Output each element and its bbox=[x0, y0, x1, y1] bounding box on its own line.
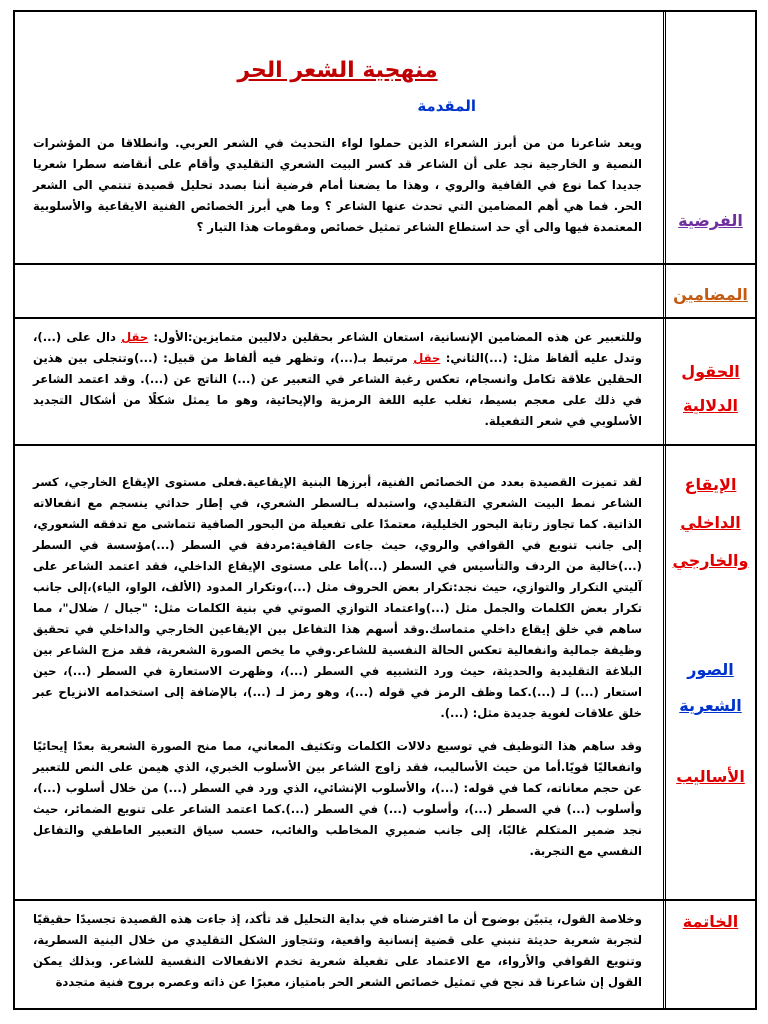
rhythm-label-line1: الإيقاع bbox=[684, 475, 737, 494]
image-label-line2: الشعرية bbox=[679, 696, 742, 715]
intro-side-cell bbox=[663, 12, 755, 263]
styles-label: الأساليب bbox=[676, 767, 745, 786]
intro-main-cell bbox=[19, 12, 660, 263]
rhythm-label-line3: والخارجي bbox=[672, 551, 749, 570]
intro-paragraph: ويعد شاعرنا من من أبرز الشعراء الذين حملوا لواء التحديث في الشعر العربي. وانطلاقا من المؤشرات النصية و الخارجية نجد على أن الشاعر قد كسر البيت الشعري التقليدي وأقام على أنقاضه سطرا شعريا جديدا كما نوع في القافية والروي ، وهذا ما يضعنا أمام فرضية أننا بصدد تحليل قصيدة تنتمي الى الشعر الحر. فما هي أهم المضامين التي تحدث عنها الشاعر ؟ وما هي أبرز الخصائص الفنية الايقاعية والأسلوبية المعتمدة فيها والى أي حد استطاع الشاعر تمثيل خصائص ومقومات هذا التيار ؟ bbox=[33, 136, 642, 234]
semantic-highlight-1: حقل bbox=[121, 330, 149, 344]
semantic-text-3: مرتبط بـ(...)، وتظهر فيه ألفاظ من قبيل: (...)وتتجلى بين هذين الحقلين علاقة تكامل وانسجام، تعكس رغبة الشاعر في التعبير عن (...) الناتج عن (...). وقد اعتمد الشاعر في ذلك على معجم بسيط، تغلب عليه اللغة الرمزية والإيحائية، وهو ما يمثل شكلًا من أشكال التجديد الأسلوبي في شعر التفعيلة. bbox=[33, 351, 642, 428]
rhythm-label-line2: الداخلي bbox=[680, 513, 741, 532]
page-title: منهجية الشعر الحر bbox=[237, 58, 438, 83]
analysis-row bbox=[15, 446, 755, 901]
image-label-line1: الصور bbox=[687, 660, 734, 679]
document-page bbox=[13, 10, 757, 1010]
conclusion-label: الخاتمة bbox=[682, 912, 739, 931]
conclusion-row bbox=[15, 901, 755, 1008]
semantic-text-1: وللتعبير عن هذه المضامين الإنسانية، استعان الشاعر بحقلين دلاليين متمايزين:الأول: bbox=[148, 330, 642, 344]
semantic-highlight-2: حقل bbox=[413, 351, 441, 365]
hypothesis-label: الفرضية bbox=[678, 211, 743, 230]
styles-paragraph: وقد ساهم هذا التوظيف في توسيع دلالات الكلمات وتكثيف المعاني، مما منح الصورة الشعرية بعدًا إيحائيًا وانفعاليًا قويًا.أما من حيث الأساليب، فقد زاوج الشاعر بين الأسلوب الخبري، الذي هيمن على النص للتعبير عن حجم معاناته، كما في قوله: (...)، والأسلوب الإنشائي، الذي ورد في السطر (...) من خلال أسلوب (...)، وأسلوب (...) في السطر (...)، وأسلوب (...) في السطر (...).كما اعتمد الشاعر على تنويع الضمائر، حيث نجد ضمير المتكلم غالبًا، إلى جانب ضميري المخاطب والغائب، حسب سياق التعبير العاطفي والتفاعل النفسي مع التجربة. bbox=[33, 739, 642, 858]
semantic-main-cell bbox=[19, 319, 660, 444]
intro-heading: المقدمة bbox=[417, 97, 476, 115]
content-side-cell bbox=[663, 265, 755, 317]
conclusion-paragraph: وخلاصة القول، يتبيّن بوضوح أن ما افترضناه في بداية التحليل قد تأكد، إذ جاءت هذه القصيدة تجسيدًا حقيقيًا لتجربة شعرية حديثة تنبني على قضية إنسانية واقعية، وتتجاوز الشكل التقليدي من خلال البنية السطرية، وتنويع القوافي والأرواء، مع الاعتماد على تفعيلة شعرية تخدم الانفعالات النفسية للشاعر. وبذلك يمكن القول إن شاعرنا قد نجح في تمثيل خصائص الشعر الحر بامتياز، معبرًا عن ذاته وعصره بروح فنية متجددة bbox=[33, 912, 642, 989]
semantic-label-line1: الحقول bbox=[681, 362, 740, 381]
conclusion-side-cell bbox=[663, 901, 755, 1008]
semantic-side-cell bbox=[663, 319, 755, 444]
content-label: المضامين bbox=[673, 285, 748, 304]
conclusion-main-cell bbox=[19, 901, 660, 1008]
analysis-main-cell bbox=[19, 446, 660, 899]
rhythm-image-paragraph: لقد تميزت القصيدة بعدد من الخصائص الفنية، أبرزها البنية الإيقاعية.فعلى مستوى الإيقاع الخارجي، كسر الشاعر نمط البيت الشعري التقليدي، واستبدله بـالسطر الشعري، في إطار حداثي ينسجم مع انفعالاته الذاتية. كما تجاوز رتابة البحور الخليلية، معتمدًا على تفعيلة من البحور الصافية تتماشى مع تدفقه الشعوري، إلى جانب تنويع في القوافي والروي، حيث جاءت القافية:مردفة في السطر (...)مؤسسة في السطر (...)خالية من الردف والتأسيس في السطر (...)أما على مستوى الإيقاع الداخلي، فقد اعتمد الشاعر على آليتي التكرار والتوازي، حيث نجد:تكرار بعض الحروف مثل (...)،وتكرار المدود (الألف، الواو، الياء)،إلى جانب تكرار بعض الكلمات والجمل مثل (...)واعتماد التوازي الصوتي في بنية الكلمات مثل: "جبال / ضلال"، مما ساهم في خلق إيقاع داخلي متماسك.وقد أسهم هذا التفاعل بين الإيقاعين الخارجي والداخلي في تحقيق وظيفة جمالية وانفعالية تعكس الحالة النفسية للشاعر.وفي ما يخص الصورة الشعرية، فقد مزج الشاعر بين البلاغة التقليدية والحديثة، حيث ورد التشبيه في السطر (...)، وظهرت الاستعارة في السطر (...)، حين استعار (...) لـ (...).كما وظف الرمز في قوله (...)، وهو رمز لـ (...)، بالإضافة إلى استخدامه الانزياح عبر خلق علاقات لغوية جديدة مثل: (...). bbox=[33, 475, 642, 720]
analysis-side-cell bbox=[663, 446, 755, 899]
semantic-text-2: دال على (...)، وتدل عليه ألفاظ مثل: (...)الثاني: bbox=[33, 330, 642, 365]
intro-row bbox=[15, 12, 755, 265]
content-main-cell bbox=[19, 265, 660, 317]
semantic-paragraph bbox=[33, 327, 642, 432]
semantic-row bbox=[15, 319, 755, 446]
content-row bbox=[15, 265, 755, 319]
semantic-label-line2: الدلالية bbox=[683, 396, 738, 415]
